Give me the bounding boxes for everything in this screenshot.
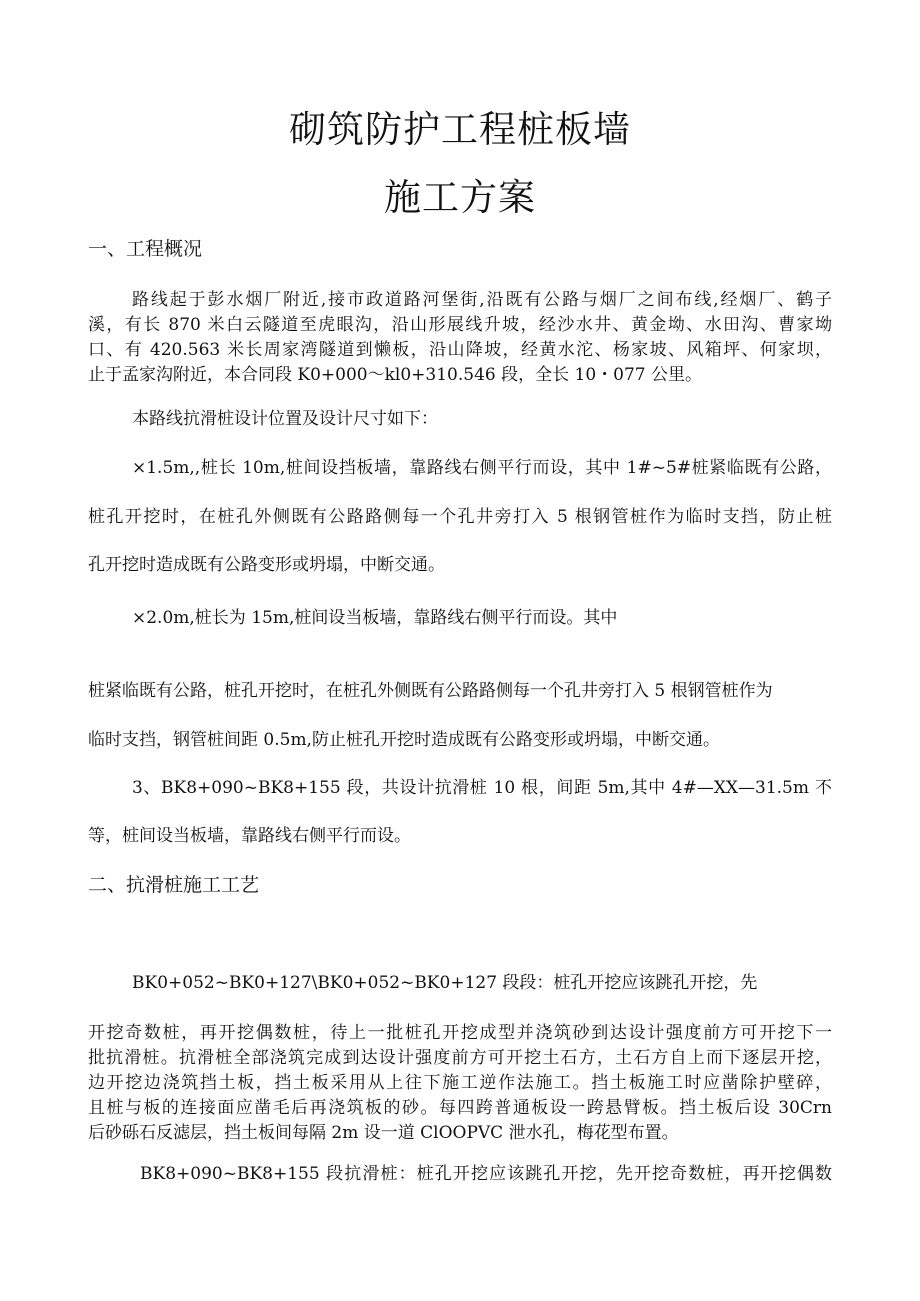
paragraph-line: 3、BK8+090~BK8+155 段，共设计抗滑桩 10 根，间距 5m,其中 4#—XX—31.5m 不 [132,778,832,798]
paragraph-line: 开挖奇数桩，再开挖偶数桩，待上一批桩孔开挖成型并浇筑砂到达设计强度前方可开挖下一 [88,1023,832,1043]
paragraph-line: 口、有 420.563 米长周家湾隧道到懒板，沿山降坡，经黄水沱、杨家坡、风箱坪、何家坝， [88,340,832,360]
paragraph-line: 临时支挡，钢管桩间距 0.5m,防止桩孔开挖时造成既有公路变形或坍塌，中断交通。 [88,730,720,750]
paragraph-line: 批抗滑桩。抗滑桩全部浇筑完成到达设计强度前方可开挖土石方，土石方自上而下逐层开挖， [88,1048,832,1068]
title-line-1: 砌筑防护工程桩板墙 [289,108,631,151]
paragraph-line: 止于孟家沟附近，本合同段 K0+000～kl0+310.546 段，全长 10・077 公里。 [88,365,702,385]
paragraph-line: 孔开挖时造成既有公路变形或坍塌，中断交通。 [88,555,445,575]
paragraph-line: ×1.5m,,桩长 10m,桩间设挡板墙，靠路线右侧平行而设，其中 1#~5#桩紧临既有公路， [132,458,832,478]
paragraph-line: 路线起于彭水烟厂附近,接市政道路河堡街,沿既有公路与烟厂之间布线,经烟厂、鹤子 [132,290,832,310]
paragraph-line: BK8+090~BK8+155 段抗滑桩：桩孔开挖应该跳孔开挖，先开挖奇数桩，再开挖偶数 [140,1164,832,1184]
paragraph-line: 且桩与板的连接面应凿毛后再浇筑板的砂。每四跨普通板设一跨悬臂板。挡土板后设 30Crn [88,1098,832,1118]
title-line-2: 施工方案 [384,176,536,219]
paragraph-line: 后砂砾石反滤层，挡土板间每隔 2m 设一道 ClOOPVC 泄水孔，梅花型布置。 [88,1123,679,1143]
section-heading-process: 二、抗滑桩施工工艺 [88,874,260,896]
paragraph-line: 溪，有长 870 米白云隧道至虎眼沟，沿山形展线升坡，经沙水井、黄金坳、水田沟、曹家坳 [88,315,832,335]
paragraph-line: BK0+052~BK0+127\BK0+052~BK0+127 段段：桩孔开挖应该跳孔开挖，先 [132,973,758,993]
paragraph-line: 桩孔开挖时，在桩孔外侧既有公路路侧每一个孔井旁打入 5 根钢管桩作为临时支挡，防止桩 [88,507,832,527]
paragraph-line: 边开挖边浇筑挡土板，挡土板采用从上往下施工逆作法施工。挡土板施工时应凿除护壁碎， [88,1073,832,1093]
paragraph-line: 桩紧临既有公路，桩孔开挖时，在桩孔外侧既有公路路侧每一个孔井旁打入 5 根钢管桩作为 [88,681,773,701]
paragraph-line: 本路线抗滑桩设计位置及设计尺寸如下： [132,409,438,429]
paragraph-line: 等，桩间设当板墙，靠路线右侧平行而设。 [88,826,411,846]
section-heading-overview: 一、工程概况 [88,238,203,260]
paragraph-line: ×2.0m,桩长为 15m,桩间设当板墙，靠路线右侧平行而设。其中 [132,608,618,628]
